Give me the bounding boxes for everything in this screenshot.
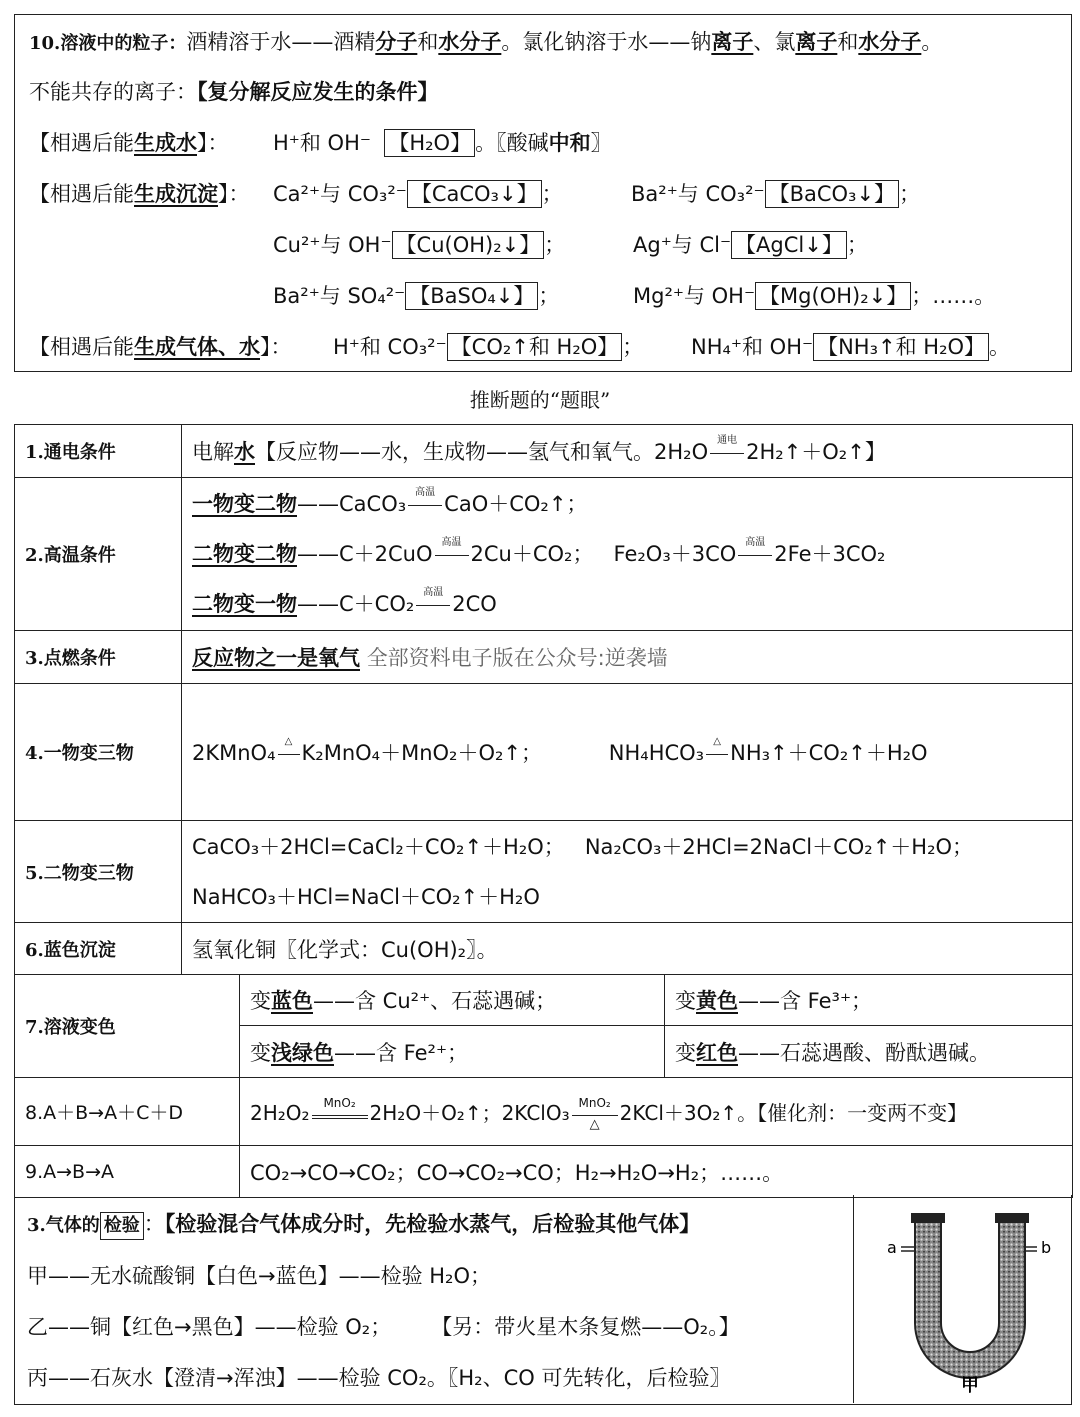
line	[572, 1115, 618, 1116]
gas-detection-heading	[27, 1209, 700, 1241]
solution-particles-line	[29, 27, 942, 59]
row-content	[182, 425, 1073, 478]
water-rule	[29, 128, 229, 158]
table-row	[15, 1078, 1073, 1146]
text: 2KCl＋3O₂↑。【催化剂：一变两不变】	[619, 1101, 968, 1125]
answer-box: 【CaCO₃↓】	[407, 180, 542, 208]
cond-text: △	[284, 736, 293, 747]
answer-box: 【Mg(OH)₂↓】	[755, 282, 911, 310]
section10-heading: 10.溶液中的粒子：	[29, 33, 187, 54]
text: 【相遇后能	[29, 335, 134, 359]
line	[312, 1115, 368, 1116]
row-label: 3.点燃条件	[15, 631, 182, 684]
row-content: CO₂→CO→CO₂；CO→CO₂→CO；H₂→H₂O→H₂；……。	[240, 1146, 1073, 1198]
text: 。氯化钠溶于水——钠	[501, 30, 712, 54]
text: NH₃↑＋CO₂↑＋H₂O	[730, 741, 928, 765]
gas-detection-box	[14, 1195, 1072, 1405]
precip-1	[273, 179, 563, 209]
condition-arrow	[278, 736, 300, 765]
detect-jia: 甲——无水硫酸铜【白色→蓝色】——检验 H₂O；	[27, 1264, 492, 1288]
text: Na₂CO₃＋2HCl=2NaCl＋CO₂↑＋H₂O；	[584, 834, 974, 859]
text: 变	[675, 989, 696, 1013]
emph: 水分子	[858, 30, 922, 54]
text: 3.气体的	[27, 1215, 100, 1236]
text: 不能共存的离子：	[29, 80, 197, 104]
text: ——含 Fe²⁺；	[334, 1040, 469, 1065]
row-label: 8.A＋B→A＋C＋D	[15, 1078, 240, 1146]
text: 〗	[590, 131, 612, 155]
text: ——石蕊遇酸、酚酞遇碱。	[738, 1040, 990, 1065]
text: CaO＋CO₂↑；	[444, 492, 588, 516]
answer-box: 【NH₃↑和 H₂O】	[813, 333, 989, 361]
section-title: 推断题的“题眼”	[469, 388, 611, 412]
text: Ba²⁺与 CO₃²⁻	[631, 182, 765, 206]
text: ——含 Fe³⁺；	[738, 989, 873, 1013]
row-label: 7.溶液变色	[15, 975, 240, 1078]
text: H⁺和 CO₃²⁻	[333, 335, 447, 359]
text: 2H₂O＋O₂↑；2KClO₃	[369, 1101, 570, 1125]
text: ；	[899, 182, 921, 206]
gas-1	[333, 332, 643, 362]
precipitate-rule	[29, 179, 250, 209]
table-row	[15, 684, 1073, 821]
condition-arrow	[706, 736, 728, 765]
row-content	[182, 478, 1073, 631]
text: 。〖酸碱	[475, 131, 549, 155]
table-row	[15, 821, 1073, 923]
precip-2	[631, 179, 920, 209]
text: 【另：带火星木条复燃——O₂。】	[431, 1315, 740, 1339]
text: 【相遇后能	[29, 131, 134, 155]
precip-5	[273, 281, 559, 311]
answer-box: 【BaCO₃↓】	[765, 180, 899, 208]
table-row	[15, 1146, 1073, 1198]
line	[408, 505, 442, 506]
boxed-word: 检验	[100, 1212, 144, 1240]
row-content	[182, 821, 1073, 923]
text: CaCO₃＋2HCl=CaCl₂＋CO₂↑＋H₂O；	[192, 834, 565, 859]
text: 【相遇后能	[29, 182, 134, 206]
row-label: 5.二物变三物	[15, 821, 182, 923]
row-content	[240, 1078, 1073, 1146]
emph: 水	[234, 440, 255, 464]
table-row	[15, 425, 1073, 478]
emph: 红色	[696, 1040, 738, 1065]
emph: 离子	[795, 30, 838, 54]
text: 变	[250, 1040, 271, 1065]
cond-text: 高温	[441, 537, 462, 548]
text: ——C＋2CuO	[297, 542, 433, 566]
right-stopper	[995, 1213, 1029, 1223]
text: 。	[921, 30, 943, 54]
line	[312, 1118, 368, 1119]
emph: 浅绿色	[271, 1040, 334, 1065]
emph: 【检验混合气体成分时，先检验水蒸气，后检验其他气体】	[164, 1212, 701, 1236]
inference-table	[14, 424, 1073, 1198]
precip-4	[633, 230, 868, 260]
text: 变	[250, 989, 271, 1013]
text: 电解	[192, 440, 234, 464]
condition-arrow	[710, 435, 744, 464]
text: ——C＋CO₂	[297, 592, 415, 616]
text: Mg²⁺与 OH⁻	[633, 284, 756, 308]
cond-text: △	[713, 736, 721, 747]
answer-box: 【BaSO₄↓】	[405, 282, 538, 310]
row-label: 6.蓝色沉淀	[15, 923, 182, 975]
text: Ag⁺与 Cl⁻	[633, 233, 732, 257]
answer-box: 【CO₂↑和 H₂O】	[447, 333, 623, 361]
water-rule-content	[273, 128, 612, 158]
text: ——含 Cu²⁺、石蕊遇碱；	[313, 989, 557, 1013]
text: 2CO	[452, 592, 497, 616]
text: 乙——铜【红色→黑色】——检验 O₂；	[27, 1315, 392, 1339]
text: ；	[541, 182, 563, 206]
row-label: 9.A→B→A	[15, 1146, 240, 1198]
emph: 二物变一物	[192, 592, 297, 616]
emph: 生成气体、水	[134, 335, 260, 359]
emph: 蓝色	[271, 989, 313, 1013]
text: ；	[544, 233, 566, 257]
u-tube-body	[915, 1221, 1025, 1378]
row-content	[240, 1026, 665, 1078]
ions-section-box	[14, 14, 1072, 372]
text: 2H₂↑＋O₂↑】	[746, 440, 886, 464]
table-row	[15, 975, 1073, 1026]
text: 酒精溶于水——酒精	[186, 30, 376, 54]
divider	[853, 1195, 854, 1403]
text: Fe₂O₃＋3CO	[613, 542, 737, 566]
text: K₂MnO₄＋MnO₂＋O₂↑；	[301, 741, 543, 765]
text: 2Fe＋3CO₂	[774, 542, 886, 566]
condition-arrow	[572, 1095, 618, 1132]
text: 变	[675, 1040, 696, 1065]
emph: 【复分解反应发生的条件】	[197, 80, 439, 104]
text: 和	[417, 30, 439, 54]
condition-arrow	[416, 587, 450, 616]
emph: 分子	[375, 30, 418, 54]
cond-text: 高温	[423, 587, 444, 598]
text: ——CaCO₃	[297, 492, 407, 516]
gas-rule	[29, 332, 292, 362]
precip-6	[633, 281, 995, 311]
text: Ba²⁺与 SO₄²⁻	[273, 284, 406, 308]
row-content	[665, 975, 1073, 1026]
coexist-line	[29, 77, 439, 107]
answer-box: 【AgCl↓】	[731, 231, 847, 259]
cond-text: 高温	[745, 537, 766, 548]
emph: 二物变二物	[192, 542, 297, 566]
text: Ca²⁺与 CO₃²⁻	[273, 182, 407, 206]
table-row	[15, 923, 1073, 975]
row-content	[240, 975, 665, 1026]
emph: 中和	[548, 131, 591, 155]
cond-text: △	[589, 1116, 600, 1132]
watermark-text: 全部资料电子版在公众号:逆袭墙	[366, 646, 668, 670]
row-label: 2.高温条件	[15, 478, 182, 631]
text: Cu²⁺与 OH⁻	[273, 233, 392, 257]
detect-yi	[27, 1312, 740, 1342]
cond-text: 高温	[415, 487, 436, 498]
emph: 生成水	[134, 131, 197, 155]
text: NaHCO₃＋HCl=NaCl＋CO₂↑＋H₂O	[192, 884, 540, 909]
text: NH₄HCO₃	[608, 741, 705, 765]
cond-text: 通电	[717, 435, 738, 446]
emph: 水分子	[438, 30, 502, 54]
line	[278, 754, 300, 755]
text: NH₄⁺和 OH⁻	[691, 335, 814, 359]
text: 】：	[197, 131, 229, 155]
left-stopper	[911, 1213, 945, 1223]
text: 2Cu＋CO₂；	[470, 542, 594, 566]
table-row	[15, 478, 1073, 631]
emph: 生成沉淀	[134, 182, 218, 206]
text: ；……。	[911, 284, 996, 308]
condition-arrow	[435, 537, 469, 566]
figure-label: 甲	[961, 1375, 979, 1396]
gas-2	[691, 332, 1010, 362]
row-content: 氢氧化铜〖化学式：Cu(OH)₂〗。	[182, 923, 1073, 975]
text: ；	[622, 335, 644, 359]
line	[435, 555, 469, 556]
precip-3	[273, 230, 565, 260]
row-label: 1.通电条件	[15, 425, 182, 478]
answer-box: 【H₂O】	[384, 129, 475, 157]
condition-arrow	[738, 537, 772, 566]
condition-arrow	[408, 487, 442, 516]
line	[416, 605, 450, 606]
u-tube-figure	[875, 1203, 1065, 1399]
text: ；	[846, 233, 868, 257]
row-content	[182, 631, 1073, 684]
label-a: a	[887, 1238, 897, 1257]
line	[710, 453, 744, 454]
emph: 离子	[711, 30, 754, 54]
text: 【反应物——水，生成物——氢气和氧气。2H₂O	[255, 440, 709, 464]
row-content	[182, 684, 1073, 821]
text: 和	[837, 30, 859, 54]
line	[706, 754, 728, 755]
answer-box: 【Cu(OH)₂↓】	[392, 231, 545, 259]
text: ；	[538, 284, 560, 308]
cond-text: MnO₂	[578, 1095, 611, 1110]
cond-text: MnO₂	[323, 1095, 356, 1110]
text: 2H₂O₂	[250, 1101, 310, 1125]
emph: 黄色	[696, 989, 738, 1013]
text: 】：	[260, 335, 292, 359]
emph: 反应物之一是氧气	[192, 646, 360, 670]
table-row	[15, 631, 1073, 684]
line	[738, 555, 772, 556]
emph: 一物变二物	[192, 492, 297, 516]
row-label: 4.一物变三物	[15, 684, 182, 821]
label-b: b	[1041, 1238, 1052, 1257]
text: 2KMnO₄	[192, 741, 276, 765]
text: H⁺和 OH⁻	[273, 131, 371, 155]
text: ：	[143, 1212, 165, 1236]
text: 、氯	[753, 30, 796, 54]
condition-arrow	[312, 1095, 368, 1126]
text: 。	[989, 335, 1011, 359]
text: 】：	[218, 182, 250, 206]
row-content	[665, 1026, 1073, 1078]
detect-bing: 丙——石灰水【澄清→浑浊】——检验 CO₂。〖H₂、CO 可先转化，后检验〗	[27, 1366, 731, 1390]
